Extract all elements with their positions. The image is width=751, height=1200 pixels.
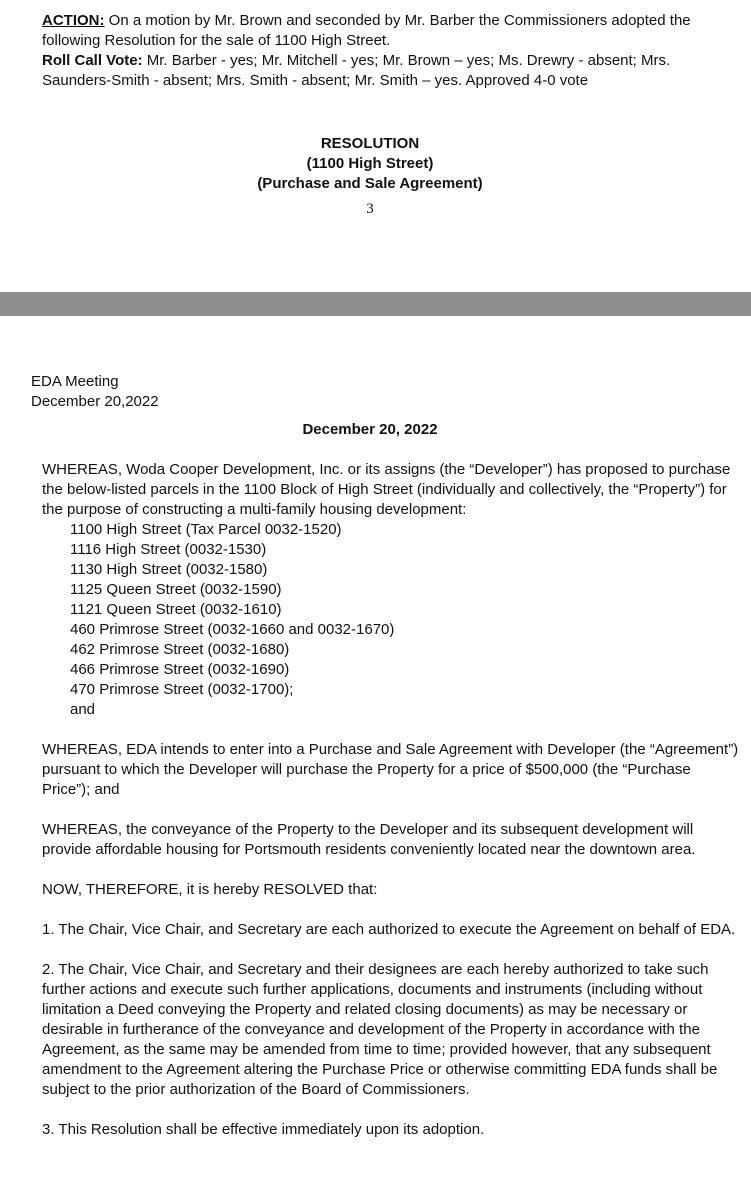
page-break-divider [0,292,751,316]
action-paragraph [42,11,732,51]
action-label: ACTION: [42,12,105,29]
list-item: 1100 High Street (Tax Parcel 0032-1520) [70,521,342,538]
resolution-body [42,460,742,1140]
list-item: 470 Primrose Street (0032-1700); [70,681,294,698]
list-item: 462 Primrose Street (0032-1680) [70,641,290,658]
list-item: 1116 High Street (0032-1530) [70,541,267,558]
resolved-item-3: 3. This Resolution shall be effective immediately upon its adoption. [42,1121,485,1138]
resolution-date: December 20, 2022 [302,421,438,438]
resolution-subtitle: (1100 High Street) [306,155,434,172]
resolution-title: RESOLUTION [320,135,420,152]
parcel-list [42,520,742,720]
list-item: 466 Primrose Street (0032-1690) [70,661,290,678]
action-block [42,11,732,91]
roll-call-paragraph [42,51,732,91]
resolved-item-2: 2. The Chair, Vice Chair, and Secretary and their designees are each hereby authorized to take such further actions and execute such further applications, documents and instruments (including without limitation a Deed conveying the Property and related closing documents) as may be necessary or desirable in furtherance of the conveyance and development of the Property in accordance with the Agreement, as the same may be amended from time to time; provided however, that any subsequent amendment to the Agreement altering the Purchase Price or otherwise committing EDA funds shall be subject to the prior authorization of the Board of Commissioners. [42,961,718,1098]
whereas-2: WHEREAS, EDA intends to enter into a Purchase and Sale Agreement with Developer (the “Agreement”) pursuant to which the Developer will purchase the Property for a price of $500,000 (the “Purchase Price”); and [42,741,739,798]
resolved-item-1: 1. The Chair, Vice Chair, and Secretary are each authorized to execute the Agreement on behalf of EDA. [42,921,736,938]
meeting-date: December 20,2022 [31,393,159,410]
meeting-info [31,372,159,412]
page-number: 3 [366,201,374,217]
list-item: and [70,701,96,718]
action-text: On a motion by Mr. Brown and seconded by Mr. Barber the Commissioners adopted the following Resolution for the sale of 1100 High Street. [42,12,691,49]
resolution-header [0,134,740,194]
list-item: 1125 Queen Street (0032-1590) [70,581,282,598]
resolution-subtitle-2: (Purchase and Sale Agreement) [257,175,483,192]
list-item: 460 Primrose Street (0032-1660 and 0032-1670) [70,621,395,638]
meeting-name: EDA Meeting [31,373,119,390]
roll-call-label: Roll Call Vote: [42,52,143,69]
now-therefore: NOW, THEREFORE, it is hereby RESOLVED that: [42,881,378,898]
list-item: 1130 High Street (0032-1580) [70,561,268,578]
roll-call-text: Mr. Barber - yes; Mr. Mitchell - yes; Mr. Brown – yes; Ms. Drewry - absent; Mrs. Saunders-Smith - absent; Mrs. Smith - absent; Mr. Smith – yes. Approved 4-0 vote [42,52,671,89]
whereas-1: WHEREAS, Woda Cooper Development, Inc. or its assigns (the “Developer”) has proposed to purchase the below-listed parcels in the 1100 Block of High Street (individually and collectively, the “Property”) for the purpose of constructing a multi-family housing development: [42,461,731,518]
list-item: 1121 Queen Street (0032-1610) [70,601,282,618]
whereas-3: WHEREAS, the conveyance of the Property to the Developer and its subsequent development will provide affordable housing for Portsmouth residents conveniently located near the downtown area. [42,821,696,858]
